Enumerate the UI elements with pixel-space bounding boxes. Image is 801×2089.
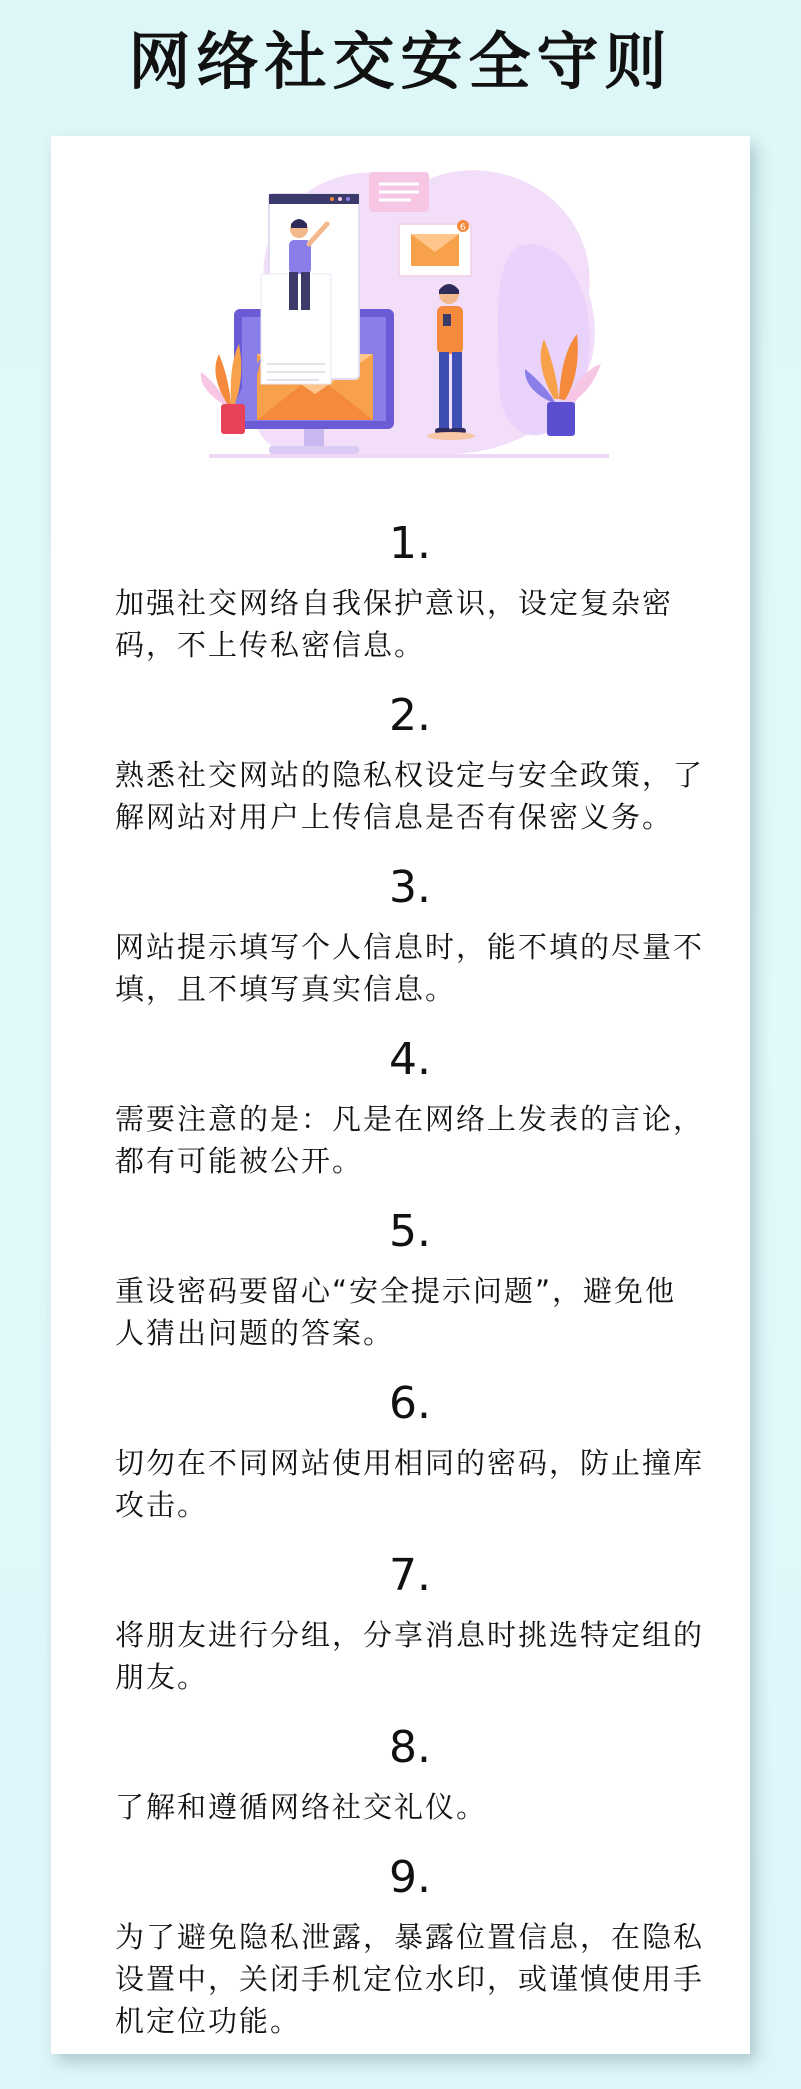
rule-number: 4.	[389, 1034, 431, 1085]
rule-item	[115, 688, 705, 838]
rule-number: 5.	[389, 1206, 431, 1257]
rule-item	[115, 516, 705, 666]
rule-item	[115, 1548, 705, 1698]
rule-text: 网站提示填写个人信息时，能不填的尽量不填，且不填写真实信息。	[115, 930, 705, 1006]
rule-text: 需要注意的是：凡是在网络上发表的言论，都有可能被公开。	[115, 1102, 705, 1178]
rule-number: 2.	[389, 690, 431, 741]
rule-item	[115, 1850, 705, 2042]
rule-number: 3.	[389, 862, 431, 913]
rule-item	[115, 1204, 705, 1354]
rule-item	[115, 1376, 705, 1526]
rule-item	[115, 1720, 705, 1828]
rule-item	[115, 860, 705, 1010]
rule-item	[115, 1032, 705, 1182]
rule-number: 6.	[389, 1378, 431, 1429]
rules-list	[115, 516, 705, 2064]
rule-text: 加强社交网络自我保护意识，设定复杂密码，不上传私密信息。	[115, 586, 674, 662]
envelope-card-icon	[399, 220, 471, 276]
rule-text: 重设密码要留心“安全提示问题”，避免他人猜出问题的答案。	[115, 1274, 677, 1350]
rule-text: 切勿在不同网站使用相同的密码，防止撞库攻击。	[115, 1446, 705, 1522]
social-network-illustration	[199, 154, 619, 494]
content-card	[51, 136, 750, 2054]
chat-bubble-icon	[369, 172, 429, 212]
rule-number: 8.	[389, 1722, 431, 1773]
rule-number: 9.	[389, 1852, 431, 1903]
rule-text: 将朋友进行分组，分享消息时挑选特定组的朋友。	[115, 1618, 705, 1694]
rule-number: 1.	[389, 518, 431, 569]
rule-text: 为了避免隐私泄露，暴露位置信息，在隐私设置中，关闭手机定位水印，或谨慎使用手机定位功能。	[115, 1920, 705, 2038]
rule-number: 7.	[389, 1550, 431, 1601]
page-title: 网络社交安全守则	[128, 25, 673, 98]
rule-text: 熟悉社交网站的隐私权设定与安全政策，了解网站对用户上传信息是否有保密义务。	[115, 758, 705, 834]
notification-badge: 6	[460, 223, 466, 233]
rule-text: 了解和遵循网络社交礼仪。	[115, 1790, 488, 1824]
